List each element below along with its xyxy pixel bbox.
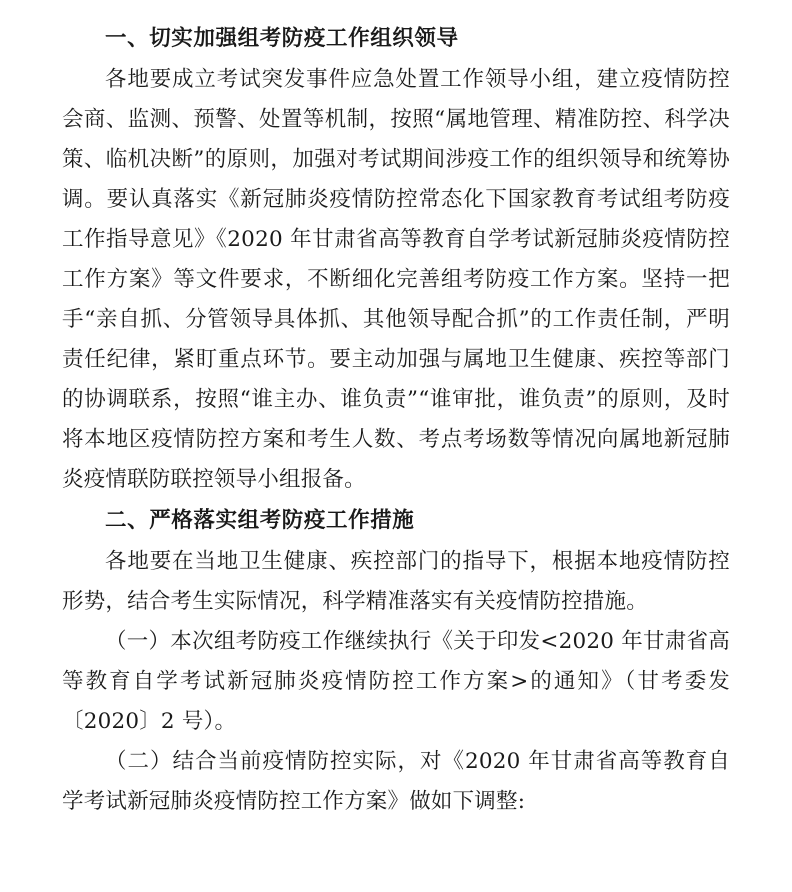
document-body — [62, 18, 730, 822]
paragraph-section-one-body: 各地要成立考试突发事件应急处置工作领导小组，建立疫情防控会商、监测、预警、处置等机制，按照“属地管理、精准防控、科学决策、临机决断”的原则，加强对考试期间涉疫工作的组织领导和统筹协调。要认真落实《新冠肺炎疫情防控常态化下国家教育考试组考防疫工作指导意见》《2020 年甘肃省高等教育自学考试新冠肺炎疫情防控工作方案》等文件要求，不断细化完善组考防疫工作方案。坚持一把手“亲自抓、分管领导具体抓、其他领导配合抓”的工作责任制，严明责任纪律，紧盯重点环节。要主动加强与属地卫生健康、疾控等部门的协调联系，按照“谁主办、谁负责”“谁审批，谁负责”的原则，及时将本地区疫情防控方案和考生人数、考点考场数等情况向属地新冠肺炎疫情联防联控领导小组报备。 — [62, 67, 730, 492]
section-heading-two: 二、严格落实组考防疫工作措施 — [105, 508, 415, 533]
paragraph-item-two: （二）结合当前疫情防控实际，对《2020 年甘肃省高等教育自学考试新冠肺炎疫情防控工作方案》做如下调整: — [62, 749, 730, 814]
paragraph-section-two-body: 各地要在当地卫生健康、疾控部门的指导下，根据本地疫情防控形势，结合考生实际情况，科学精准落实有关疫情防控措施。 — [62, 549, 730, 614]
section-heading-one: 一、切实加强组考防疫工作组织领导 — [105, 26, 459, 51]
paragraph-item-one: （一）本次组考防疫工作继续执行《关于印发<2020 年甘肃省高等教育自学考试新冠肺炎疫情防控工作方案>的通知》（甘考委发〔2020〕2 号）。 — [62, 629, 730, 734]
